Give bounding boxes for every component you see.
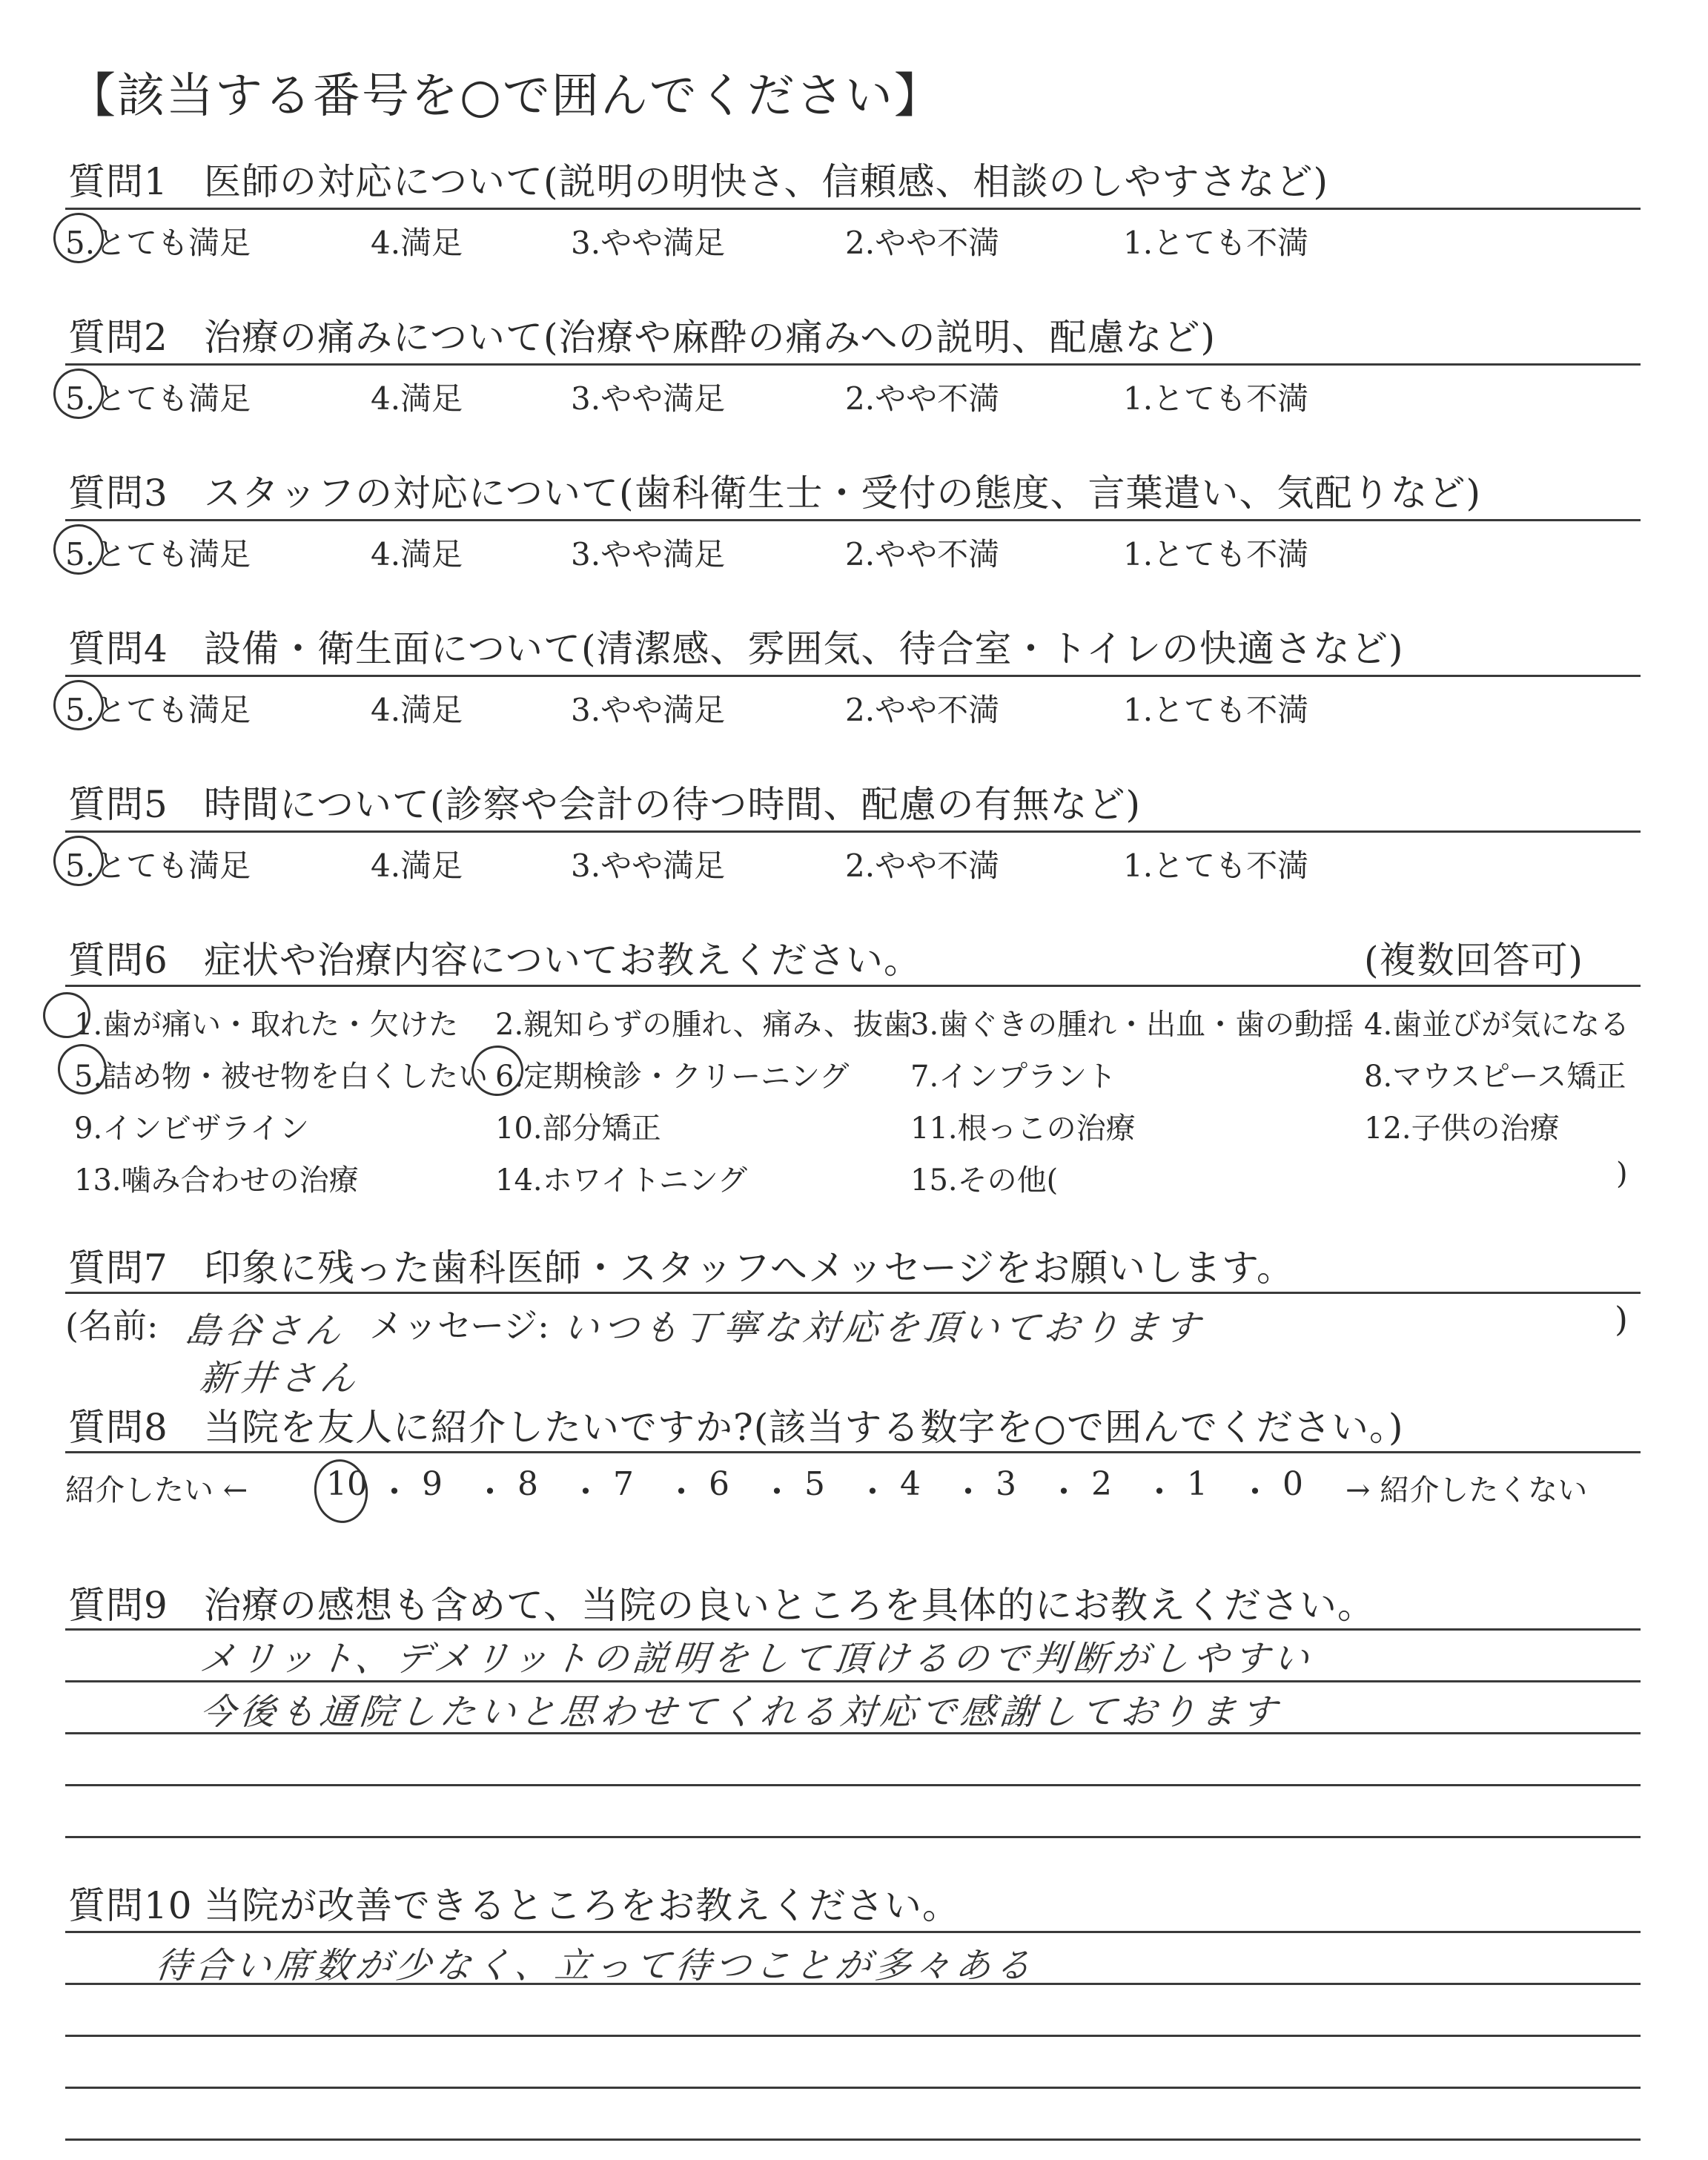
q2-option-5[interactable]: 5.とても満足 [65, 380, 251, 417]
q10-rule-4 [65, 2087, 1641, 2089]
q1-option-4[interactable]: 4.満足 [371, 225, 463, 261]
q5-option-4[interactable]: 4.満足 [371, 848, 463, 884]
q8-scale-7[interactable]: 7 [613, 1465, 634, 1503]
q4-option-5[interactable]: 5.とても満足 [65, 692, 251, 728]
page-title: 【該当する番号を○で囲んでください】 [68, 69, 943, 124]
q2-option-3[interactable]: 3.やや満足 [571, 380, 726, 417]
q7-name-label: (名前: [65, 1306, 159, 1346]
q4-option-1[interactable]: 1.とても不満 [1123, 692, 1309, 728]
q6-option-13[interactable]: 13.噛み合わせの治療 [74, 1163, 359, 1198]
q5-rule [65, 830, 1641, 833]
q9-text: 治療の感想も含めて、当院の良いところを具体的にお教えください。 [204, 1584, 1375, 1627]
q8-scale-1[interactable]: 1 [1187, 1465, 1208, 1503]
q2-option-1[interactable]: 1.とても不満 [1123, 380, 1309, 417]
q5-option-3[interactable]: 3.やや満足 [571, 848, 726, 884]
q7-message-label: メッセージ: [369, 1306, 549, 1346]
q3-option-4[interactable]: 4.満足 [371, 536, 463, 572]
q10-label: 質問10 [68, 1884, 193, 1927]
q4-rule [65, 675, 1641, 677]
q7-name-1: 島谷さん [182, 1310, 348, 1352]
q8-scale-separator: ・ [474, 1473, 506, 1511]
q6-option-9[interactable]: 9.インビザライン [74, 1112, 309, 1146]
q8-scale-separator: ・ [761, 1473, 793, 1511]
q8-rule [65, 1451, 1641, 1453]
q6-option-3[interactable]: 3.歯ぐきの腫れ・出血・歯の動揺 [910, 1008, 1354, 1042]
q8-scale-10[interactable]: 10 [326, 1465, 368, 1503]
q8-scale-3[interactable]: 3 [996, 1465, 1016, 1503]
q8-scale-separator: ・ [1239, 1473, 1271, 1511]
q5-text: 時間について(診察や会計の待つ時間、配慮の有無など) [204, 783, 1142, 826]
q6-option-7[interactable]: 7.インプラント [910, 1060, 1117, 1094]
q5-option-5[interactable]: 5.とても満足 [65, 848, 251, 884]
q1-text: 医師の対応について(説明の明快さ、信頼感、相談のしやすさなど) [204, 160, 1329, 203]
q1-rule [65, 208, 1641, 210]
q7-close: ) [1615, 1299, 1628, 1339]
q8-label: 質問8 [68, 1406, 168, 1449]
q7-label: 質問7 [68, 1246, 168, 1289]
q6-rule [65, 985, 1641, 987]
q10-rule-3 [65, 2035, 1641, 2037]
q9-hand-line-1: メリット、デメリットの説明をして頂けるので判断がしやすい [197, 1638, 1316, 1680]
q10-rule-5 [65, 2138, 1641, 2141]
q6-label: 質問6 [68, 939, 168, 982]
q8-scale-8[interactable]: 8 [517, 1465, 538, 1503]
q6-option-2[interactable]: 2.親知らずの腫れ、痛み、抜歯 [495, 1008, 913, 1042]
q3-label: 質問3 [68, 472, 168, 515]
q2-label: 質問2 [68, 316, 168, 359]
q8-scale-separator: ・ [856, 1473, 889, 1511]
q4-option-4[interactable]: 4.満足 [371, 692, 463, 728]
q3-option-2[interactable]: 2.やや不満 [845, 536, 1000, 572]
q8-text: 当院を友人に紹介したいですか?(該当する数字を○で囲んでください。) [204, 1406, 1404, 1449]
q10-rule-1 [65, 1931, 1641, 1933]
q4-text: 設備・衛生面について(清潔感、雰囲気、待合室・トイレの快適さなど) [204, 627, 1404, 670]
q1-option-1[interactable]: 1.とても不満 [1123, 225, 1309, 261]
q3-option-1[interactable]: 1.とても不満 [1123, 536, 1309, 572]
q3-text: スタッフの対応について(歯科衛生士・受付の態度、言葉遣い、気配りなど) [204, 472, 1482, 515]
q6-text: 症状や治療内容についてお教えください。 [204, 939, 921, 982]
q8-scale-separator: ・ [569, 1473, 602, 1511]
q10-text: 当院が改善できるところをお教えください。 [204, 1884, 960, 1927]
q6-option-5[interactable]: 5.詰め物・被せ物を白くしたい [74, 1060, 489, 1094]
q7-text: 印象に残った歯科医師・スタッフへメッセージをお願いします。 [204, 1246, 1294, 1289]
q8-scale-2[interactable]: 2 [1091, 1465, 1112, 1503]
q6-option-14[interactable]: 14.ホワイトニング [495, 1163, 748, 1198]
q8-scale-separator: ・ [1047, 1473, 1080, 1511]
q6-option-12[interactable]: 12.子供の治療 [1364, 1112, 1560, 1146]
q9-rule-4 [65, 1784, 1641, 1786]
q9-rule-5 [65, 1836, 1641, 1838]
q6-option-close: ) [1616, 1157, 1628, 1191]
q7-name-2: 新井さん [197, 1358, 363, 1399]
q5-option-1[interactable]: 1.とても不満 [1123, 848, 1309, 884]
q6-option-15[interactable]: 15.その他( [910, 1163, 1059, 1198]
q8-scale-5[interactable]: 5 [804, 1465, 825, 1503]
q3-rule [65, 519, 1641, 521]
q8-left-label: 紹介したい ← [65, 1473, 248, 1507]
q3-option-5[interactable]: 5.とても満足 [65, 536, 251, 572]
q2-option-2[interactable]: 2.やや不満 [845, 380, 1000, 417]
q9-label: 質問9 [68, 1584, 168, 1627]
q6-option-6[interactable]: 6.定期検診・クリーニング [495, 1060, 850, 1094]
q1-label: 質問1 [68, 160, 168, 203]
q8-scale-9[interactable]: 9 [422, 1465, 443, 1503]
q8-scale-separator: ・ [952, 1473, 984, 1511]
q6-option-10[interactable]: 10.部分矯正 [495, 1112, 661, 1146]
q9-hand-line-2: 今後も通院したいと思わせてくれる対応で感謝しております [197, 1691, 1283, 1733]
q8-scale-separator: ・ [665, 1473, 698, 1511]
q6-note: (複数回答可) [1364, 939, 1584, 982]
q2-rule [65, 363, 1641, 366]
q6-option-11[interactable]: 11.根っこの治療 [910, 1112, 1136, 1146]
q8-scale-separator: ・ [378, 1473, 411, 1511]
q6-option-8[interactable]: 8.マウスピース矯正 [1364, 1060, 1626, 1094]
q10-hand-line-1: 待合い席数が少なく、立って待つことが多々ある [153, 1945, 1038, 1986]
q1-option-2[interactable]: 2.やや不満 [845, 225, 1000, 261]
q8-scale-separator: ・ [1143, 1473, 1176, 1511]
q3-option-3[interactable]: 3.やや満足 [571, 536, 726, 572]
q1-option-5[interactable]: 5.とても満足 [65, 225, 251, 261]
q4-option-3[interactable]: 3.やや満足 [571, 692, 726, 728]
q5-option-2[interactable]: 2.やや不満 [845, 848, 1000, 884]
q6-option-1[interactable]: 1.歯が痛い・取れた・欠けた [74, 1008, 459, 1042]
q8-scale-4[interactable]: 4 [900, 1465, 921, 1503]
q4-option-2[interactable]: 2.やや不満 [845, 692, 1000, 728]
q5-label: 質問5 [68, 783, 168, 826]
q6-option-4[interactable]: 4.歯並びが気になる [1364, 1008, 1630, 1042]
q4-label: 質問4 [68, 627, 168, 670]
q7-message: いつも丁寧な対応を頂いております [560, 1307, 1206, 1349]
q1-option-3[interactable]: 3.やや満足 [571, 225, 726, 261]
q2-option-4[interactable]: 4.満足 [371, 380, 463, 417]
q8-scale-0[interactable]: 0 [1282, 1465, 1303, 1503]
q8-scale-6[interactable]: 6 [709, 1465, 729, 1503]
q8-right-label: → 紹介したくない [1345, 1473, 1588, 1507]
q2-text: 治療の痛みについて(治療や麻酔の痛みへの説明、配慮など) [204, 316, 1217, 359]
q7-rule [65, 1292, 1641, 1294]
